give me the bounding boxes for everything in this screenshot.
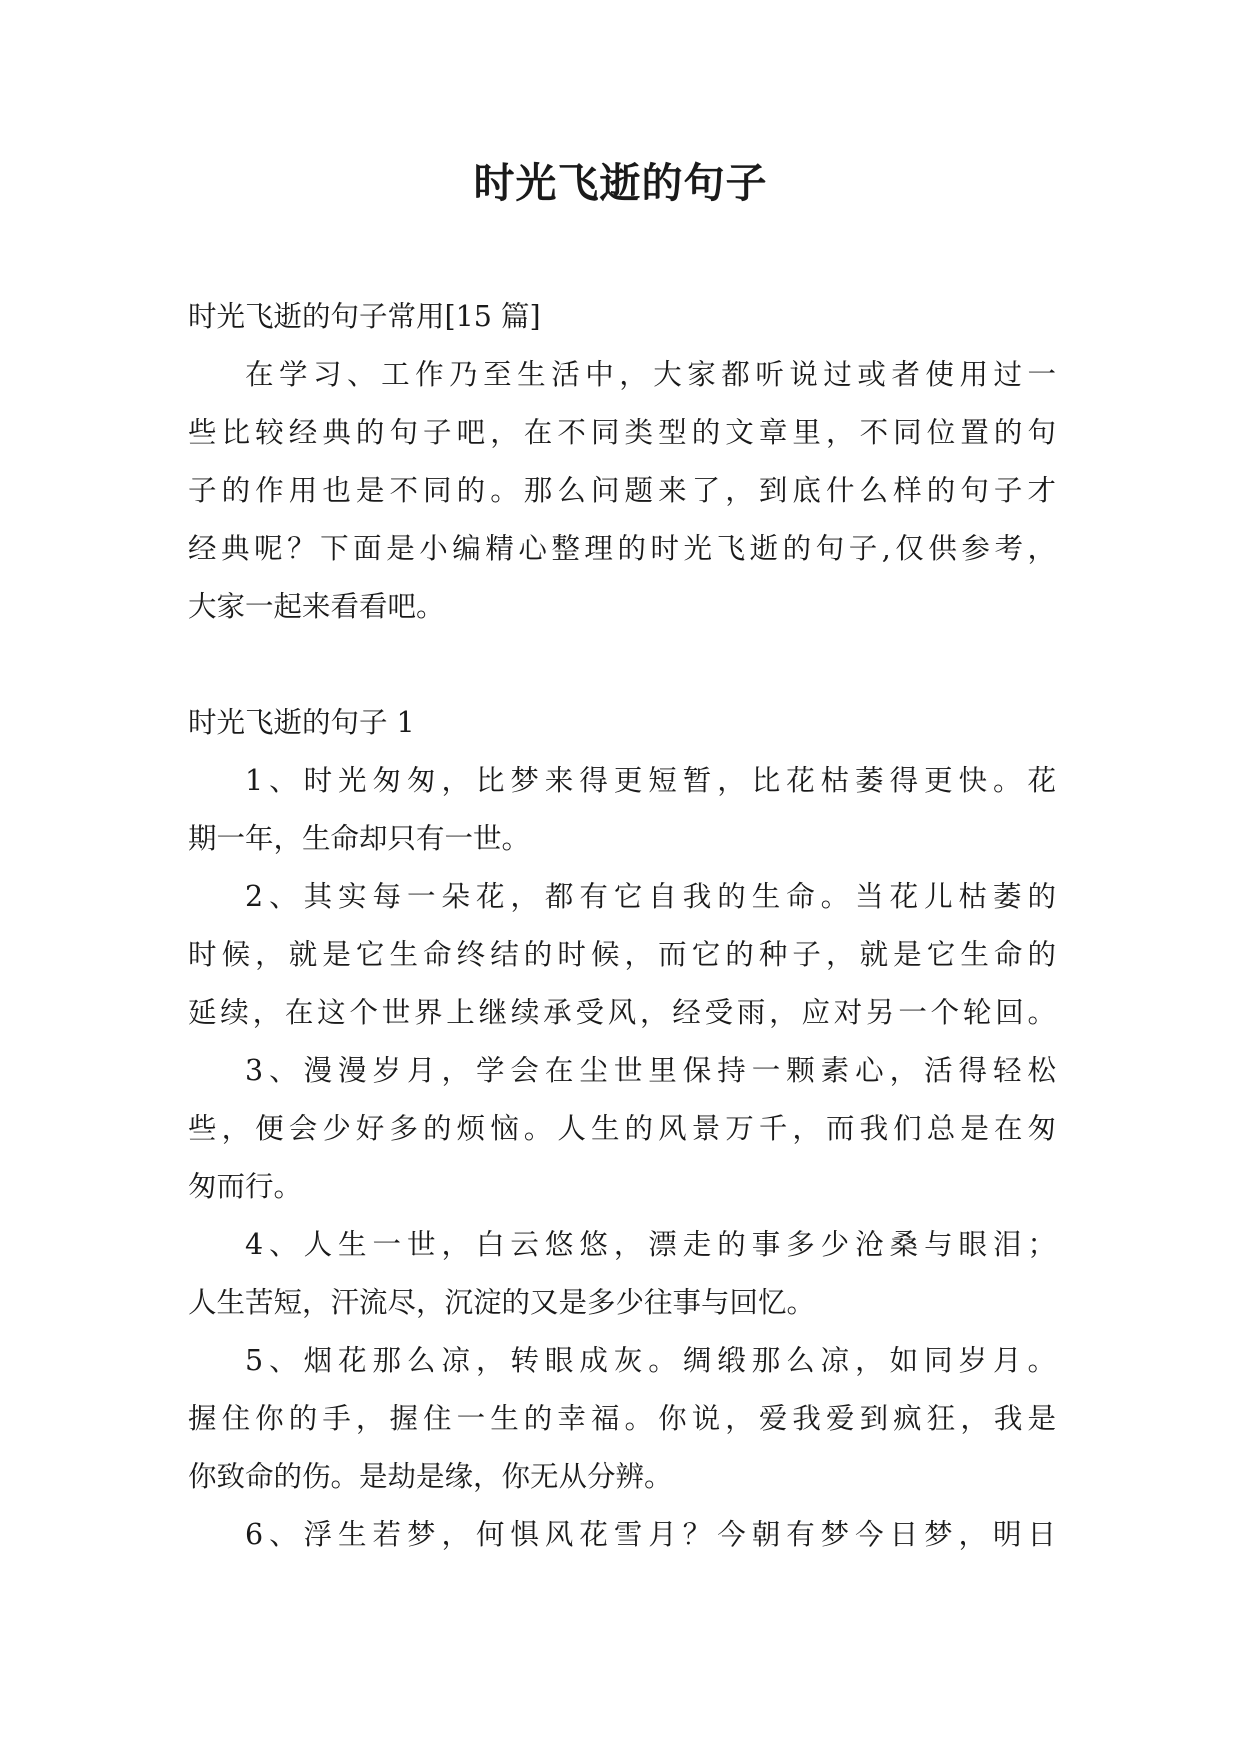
intro-line: 子的作用也是不同的。那么问题来了，到底什么样的句子才 bbox=[188, 474, 1056, 507]
list-item-line: 些，便会少好多的烦恼。人生的风景万千，而我们总是在匆 bbox=[188, 1112, 1056, 1145]
list-item-line: 3、漫漫岁月，学会在尘世里保持一颗素心，活得轻松 bbox=[245, 1054, 1056, 1087]
list-item-line: 你致命的伤。是劫是缘，你无从分辨。 bbox=[188, 1460, 673, 1493]
document-subtitle: 时光飞逝的句子常用[15 篇] bbox=[188, 300, 541, 333]
list-item-line: 6、浮生若梦，何惧风花雪月？今朝有梦今日梦，明日 bbox=[245, 1518, 1056, 1551]
intro-line: 经典呢？下面是小编精心整理的时光飞逝的句子,仅供参考， bbox=[188, 532, 1056, 565]
list-item-6 bbox=[188, 1506, 1056, 1564]
list-item-line: 延续，在这个世界上继续承受风，经受雨，应对另一个轮回。 bbox=[188, 996, 1056, 1029]
document-title: 时光飞逝的句子 bbox=[473, 159, 768, 207]
document-body bbox=[188, 288, 1056, 1564]
list-item-line: 握住你的手，握住一生的幸福。你说，爱我爱到疯狂，我是 bbox=[188, 1402, 1056, 1435]
list-item-line: 5、烟花那么凉，转眼成灰。绸缎那么凉，如同岁月。 bbox=[245, 1344, 1056, 1377]
section-heading: 时光飞逝的句子 1 bbox=[188, 706, 415, 739]
list-item-line: 1、时光匆匆，比梦来得更短暂，比花枯萎得更快。花 bbox=[245, 764, 1056, 797]
list-item-line: 期一年，生命却只有一世。 bbox=[188, 822, 531, 855]
intro-line: 些比较经典的句子吧，在不同类型的文章里，不同位置的句 bbox=[188, 416, 1056, 449]
paragraph-gap bbox=[188, 636, 1056, 694]
intro-line: 大家一起来看看吧。 bbox=[188, 590, 445, 623]
intro-line: 在学习、工作乃至生活中，大家都听说过或者使用过一 bbox=[245, 358, 1056, 391]
list-item-1 bbox=[188, 752, 1056, 868]
list-item-line: 匆而行。 bbox=[188, 1170, 303, 1203]
list-item-5 bbox=[188, 1332, 1056, 1506]
list-item-4 bbox=[188, 1216, 1056, 1332]
list-item-3 bbox=[188, 1042, 1056, 1216]
list-item-line: 人生苦短，汗流尽，沉淀的又是多少往事与回忆。 bbox=[188, 1286, 816, 1319]
intro-paragraph bbox=[188, 346, 1056, 636]
list-item-line: 时候，就是它生命终结的时候，而它的种子，就是它生命的 bbox=[188, 938, 1056, 971]
list-item-2 bbox=[188, 868, 1056, 1042]
list-item-line: 4、人生一世，白云悠悠，漂走的事多少沧桑与眼泪； bbox=[245, 1228, 1056, 1261]
list-item-line: 2、其实每一朵花，都有它自我的生命。当花儿枯萎的 bbox=[245, 880, 1056, 913]
